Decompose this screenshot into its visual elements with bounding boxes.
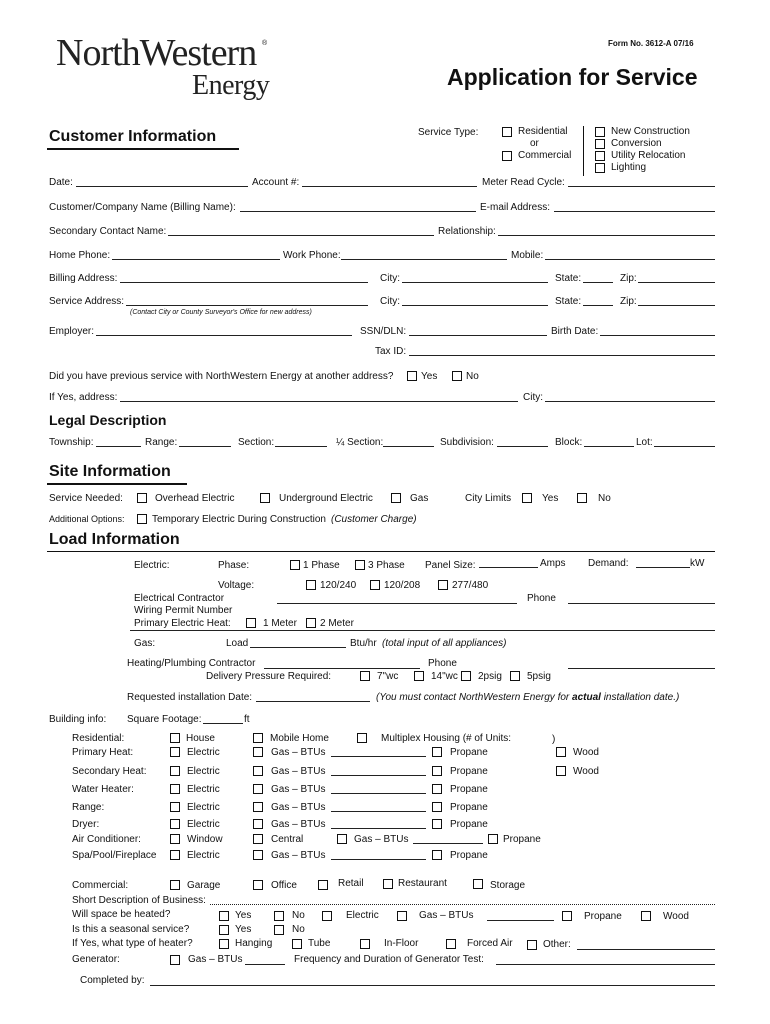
three-phase-checkbox[interactable] xyxy=(355,560,365,570)
previous-no-label: No xyxy=(466,371,479,382)
heating-contractor-label: Heating/Plumbing Contractor xyxy=(127,658,256,669)
billing-state-field[interactable] xyxy=(583,282,613,283)
service-type-label: Service Type: xyxy=(418,127,479,138)
previous-address-field[interactable] xyxy=(120,401,518,402)
total-input-note: (total input of all appliances) xyxy=(382,638,507,649)
temp-electric-checkbox[interactable] xyxy=(137,514,147,524)
section-heading-legal: Legal Description xyxy=(49,412,167,428)
employer-label: Employer: xyxy=(49,326,95,337)
subdivision-label: Subdivision: xyxy=(440,437,494,448)
lot-label: Lot: xyxy=(636,437,653,448)
service-city-label: City: xyxy=(380,296,400,307)
wood-label: Wood xyxy=(573,747,599,758)
previous-no-checkbox[interactable] xyxy=(452,371,462,381)
generator-gas-checkbox[interactable] xyxy=(170,955,180,965)
ac-propane-label: Propane xyxy=(503,834,541,845)
electric-checkbox[interactable] xyxy=(170,747,180,757)
must-contact-text-bold: actual xyxy=(572,692,601,703)
heated-propane-label: Propane xyxy=(584,911,622,922)
conversion-label: Conversion xyxy=(611,138,662,149)
service-needed-label: Service Needed: xyxy=(49,493,123,504)
hanging-label: Hanging xyxy=(235,938,273,949)
electric-label: Electric: xyxy=(134,560,170,571)
email-field[interactable] xyxy=(554,211,715,212)
customer-name-label: Customer/Company Name (Billing Name): xyxy=(49,202,236,213)
electric-checkbox[interactable] xyxy=(170,819,180,829)
must-contact-note xyxy=(376,693,679,703)
propane-checkbox[interactable] xyxy=(432,747,442,757)
residential-label: Residential xyxy=(518,126,568,137)
v120-240-checkbox[interactable] xyxy=(306,580,316,590)
one-phase-label: 1 Phase xyxy=(303,560,340,571)
relationship-field[interactable] xyxy=(498,235,715,236)
additional-options-label: Additional Options: xyxy=(49,514,125,524)
v120-208-label: 120/208 xyxy=(384,580,421,591)
service-address-field[interactable] xyxy=(126,305,368,306)
mobile-home-checkbox[interactable] xyxy=(253,733,263,743)
heated-yes-checkbox[interactable] xyxy=(219,911,229,921)
p2psig-checkbox[interactable] xyxy=(461,671,471,681)
gas-btus-label: Gas – BTUs xyxy=(271,784,326,795)
appliance-label: Dryer: xyxy=(72,819,100,830)
previous-city-field[interactable] xyxy=(545,401,715,402)
ac-window-label: Window xyxy=(187,834,223,845)
underground-electric-checkbox[interactable] xyxy=(260,493,270,503)
gas-load-field[interactable] xyxy=(250,647,346,648)
gas-btus-label: Gas – BTUs xyxy=(271,747,326,758)
overhead-electric-label: Overhead Electric xyxy=(155,493,235,504)
requested-date-label: Requested installation Date: xyxy=(127,692,253,703)
restaurant-checkbox[interactable] xyxy=(383,879,393,889)
demand-field[interactable] xyxy=(636,567,690,568)
meter-read-cycle-field[interactable] xyxy=(568,186,715,187)
gas-btus-field[interactable] xyxy=(331,756,426,757)
electric-label: Electric xyxy=(187,747,220,758)
utility-relocation-label: Utility Relocation xyxy=(611,150,686,161)
propane-label: Propane xyxy=(450,766,488,777)
heated-electric-label: Electric xyxy=(346,910,379,921)
p7wc-label: 7"wc xyxy=(377,671,399,682)
seasonal-label: Is this a seasonal service? xyxy=(72,924,190,935)
ssn-field[interactable] xyxy=(409,335,547,336)
square-footage-field[interactable] xyxy=(203,723,243,724)
or-label: or xyxy=(530,138,539,149)
heated-electric-checkbox[interactable] xyxy=(322,911,332,921)
electric-checkbox[interactable] xyxy=(170,802,180,812)
infloor-checkbox[interactable] xyxy=(360,939,370,949)
birth-date-label: Birth Date: xyxy=(551,326,599,337)
contractor-phone-field[interactable] xyxy=(568,603,715,604)
two-meter-checkbox[interactable] xyxy=(306,618,316,628)
block-label: Block: xyxy=(555,437,583,448)
propane-checkbox[interactable] xyxy=(432,802,442,812)
work-phone-field[interactable] xyxy=(341,259,507,260)
propane-label: Propane xyxy=(450,802,488,813)
mobile-label: Mobile: xyxy=(511,250,544,261)
must-contact-text-a: (You must contact NorthWestern Energy for xyxy=(376,692,573,703)
account-field[interactable] xyxy=(302,186,477,187)
registered-mark: ® xyxy=(262,40,268,47)
p7wc-checkbox[interactable] xyxy=(360,671,370,681)
relationship-label: Relationship: xyxy=(438,226,496,237)
panel-size-field[interactable] xyxy=(479,567,538,568)
work-phone-label: Work Phone: xyxy=(283,250,341,261)
office-label: Office xyxy=(271,880,297,891)
panel-size-label: Panel Size: xyxy=(425,560,476,571)
contractor-phone-label: Phone xyxy=(527,593,556,604)
service-address-note: (Contact City or County Surveyor's Office for new address) xyxy=(130,309,312,316)
electrical-contractor-field[interactable] xyxy=(277,603,517,604)
wood-label: Wood xyxy=(573,766,599,777)
ssn-label: SSN/DLN: xyxy=(360,326,407,337)
btu-hr-label: Btu/hr xyxy=(350,638,377,649)
divider xyxy=(130,630,715,631)
gas-checkbox[interactable] xyxy=(253,747,263,757)
ac-gas-label: Gas – BTUs xyxy=(354,834,409,845)
spa-gas-checkbox[interactable] xyxy=(253,850,263,860)
demand-label: Demand: xyxy=(588,558,629,569)
garage-checkbox[interactable] xyxy=(170,880,180,890)
heater-other-label: Other: xyxy=(543,939,571,950)
mobile-field[interactable] xyxy=(545,259,715,260)
previous-yes-label: Yes xyxy=(421,371,438,382)
one-phase-checkbox[interactable] xyxy=(290,560,300,570)
service-city-field[interactable] xyxy=(402,305,548,306)
meter-read-cycle-label: Meter Read Cycle: xyxy=(482,177,565,188)
billing-state-label: State: xyxy=(555,273,582,284)
service-state-label: State: xyxy=(555,296,582,307)
heated-no-checkbox[interactable] xyxy=(274,911,284,921)
p14wc-checkbox[interactable] xyxy=(414,671,424,681)
multiplex-close-paren: ) xyxy=(552,734,556,745)
generator-frequency-field[interactable] xyxy=(496,964,715,965)
heating-contractor-field[interactable] xyxy=(264,668,420,669)
house-checkbox[interactable] xyxy=(170,733,180,743)
heated-wood-checkbox[interactable] xyxy=(641,911,651,921)
phase-label: Phase: xyxy=(218,560,250,571)
appliance-label: Range: xyxy=(72,802,105,813)
section-underline xyxy=(47,551,715,552)
section-field[interactable] xyxy=(275,446,327,447)
heating-phone-label: Phone xyxy=(428,658,457,669)
heated-yes-label: Yes xyxy=(235,910,252,921)
gas-service-checkbox[interactable] xyxy=(391,493,401,503)
quarter-section-field[interactable] xyxy=(383,446,434,447)
section-underline xyxy=(47,148,239,150)
email-label: E-mail Address: xyxy=(480,202,551,213)
date-field[interactable] xyxy=(76,186,248,187)
building-info-label: Building info: xyxy=(49,714,107,725)
city-limits-label: City Limits xyxy=(465,493,512,504)
birth-date-field[interactable] xyxy=(600,335,715,336)
utility-relocation-checkbox[interactable] xyxy=(595,151,605,161)
gas-btus-field[interactable] xyxy=(331,793,426,794)
township-field[interactable] xyxy=(96,446,141,447)
ac-gas-btus-field[interactable] xyxy=(413,843,483,844)
lighting-label: Lighting xyxy=(611,162,647,173)
home-phone-field[interactable] xyxy=(112,259,280,260)
customer-charge-note: (Customer Charge) xyxy=(331,514,417,525)
home-phone-label: Home Phone: xyxy=(49,250,111,261)
spa-gas-btus-field[interactable] xyxy=(331,859,426,860)
completed-by-field[interactable] xyxy=(150,985,715,986)
city-limits-no-checkbox[interactable] xyxy=(577,493,587,503)
company-logo-name: NorthWestern xyxy=(56,32,257,74)
p14wc-label: 14"wc xyxy=(431,671,458,682)
kw-label: kW xyxy=(690,558,705,569)
tax-id-label: Tax ID: xyxy=(375,346,407,357)
heater-other-checkbox[interactable] xyxy=(527,940,537,950)
primary-electric-heat-label: Primary Electric Heat: xyxy=(134,618,231,629)
gas-btus-field[interactable] xyxy=(331,775,426,776)
ac-central-label: Central xyxy=(271,834,304,845)
v120-240-label: 120/240 xyxy=(320,580,357,591)
date-label: Date: xyxy=(49,177,73,188)
electric-checkbox[interactable] xyxy=(170,766,180,776)
overhead-electric-checkbox[interactable] xyxy=(137,493,147,503)
new-construction-checkbox[interactable] xyxy=(595,127,605,137)
appliance-label: Water Heater: xyxy=(72,784,134,795)
billing-zip-field[interactable] xyxy=(638,282,715,283)
range-label: Range: xyxy=(145,437,178,448)
customer-name-field[interactable] xyxy=(240,211,476,212)
billing-zip-label: Zip: xyxy=(620,273,637,284)
electric-label: Electric xyxy=(187,784,220,795)
garage-label: Garage xyxy=(187,880,221,891)
city-limits-no-label: No xyxy=(598,493,611,504)
gas-checkbox[interactable] xyxy=(253,766,263,776)
voltage-label: Voltage: xyxy=(218,580,255,591)
load-label: Load xyxy=(226,638,249,649)
one-meter-checkbox[interactable] xyxy=(246,618,256,628)
retail-checkbox[interactable] xyxy=(318,880,328,890)
p2psig-label: 2psig xyxy=(478,671,502,682)
spa-propane-label: Propane xyxy=(450,850,488,861)
service-state-field[interactable] xyxy=(583,305,613,306)
gas-btus-label: Gas – BTUs xyxy=(271,819,326,830)
propane-label: Propane xyxy=(450,819,488,830)
gas-btus-label: Gas – BTUs xyxy=(271,802,326,813)
section-heading-load: Load Information xyxy=(49,531,180,548)
service-zip-field[interactable] xyxy=(638,305,715,306)
will-heat-label: Will space be heated? xyxy=(72,909,171,920)
subdivision-field[interactable] xyxy=(497,446,548,447)
p5psig-checkbox[interactable] xyxy=(510,671,520,681)
v277-480-label: 277/480 xyxy=(452,580,489,591)
house-label: House xyxy=(186,733,215,744)
township-label: Township: xyxy=(49,437,94,448)
generator-label: Generator: xyxy=(72,954,120,965)
mobile-home-label: Mobile Home xyxy=(270,733,329,744)
forced-air-checkbox[interactable] xyxy=(446,939,456,949)
infloor-label: In-Floor xyxy=(384,938,419,949)
electric-checkbox[interactable] xyxy=(170,784,180,794)
delivery-pressure-label: Delivery Pressure Required: xyxy=(206,671,332,682)
wiring-permit-label: Wiring Permit Number xyxy=(134,605,233,616)
propane-label: Propane xyxy=(450,784,488,795)
wood-checkbox[interactable] xyxy=(556,766,566,776)
residential-checkbox[interactable] xyxy=(502,127,512,137)
spa-electric-checkbox[interactable] xyxy=(170,850,180,860)
forced-air-label: Forced Air xyxy=(467,938,513,949)
propane-checkbox[interactable] xyxy=(432,784,442,794)
gas-checkbox[interactable] xyxy=(253,819,263,829)
tube-checkbox[interactable] xyxy=(292,939,302,949)
underground-electric-label: Underground Electric xyxy=(279,493,373,504)
amps-label: Amps xyxy=(540,558,566,569)
commercial-checkbox[interactable] xyxy=(502,151,512,161)
previous-city-label: City: xyxy=(523,392,543,403)
generator-gas-label: Gas – BTUs xyxy=(188,954,243,965)
ac-label: Air Conditioner: xyxy=(72,834,141,845)
section-label: Section: xyxy=(238,437,275,448)
electric-label: Electric xyxy=(187,802,220,813)
service-zip-label: Zip: xyxy=(620,296,637,307)
seasonal-no-label: No xyxy=(292,924,305,935)
billing-address-field[interactable] xyxy=(120,282,368,283)
gas-btus-field[interactable] xyxy=(331,811,426,812)
completed-by-label: Completed by: xyxy=(80,975,145,986)
propane-label: Propane xyxy=(450,747,488,758)
page-title: Application for Service xyxy=(447,64,698,90)
heater-type-label: If Yes, what type of heater? xyxy=(72,938,193,949)
gas-service-label: Gas xyxy=(410,493,429,504)
hanging-checkbox[interactable] xyxy=(219,939,229,949)
service-address-label: Service Address: xyxy=(49,296,125,307)
block-field[interactable] xyxy=(584,446,634,447)
heated-wood-label: Wood xyxy=(663,911,689,922)
conversion-checkbox[interactable] xyxy=(595,139,605,149)
generator-gas-btus-field[interactable] xyxy=(245,964,285,965)
spa-propane-checkbox[interactable] xyxy=(432,850,442,860)
company-logo-energy: Energy xyxy=(192,70,270,101)
commercial-type-label: Commercial: xyxy=(72,880,129,891)
commercial-label: Commercial xyxy=(518,150,572,161)
heated-gas-checkbox[interactable] xyxy=(397,911,407,921)
multiplex-label: Multiplex Housing (# of Units: xyxy=(381,733,512,744)
wood-checkbox[interactable] xyxy=(556,747,566,757)
new-construction-label: New Construction xyxy=(611,126,690,137)
heating-phone-field[interactable] xyxy=(568,668,715,669)
ft-label: ft xyxy=(244,714,250,725)
p5psig-label: 5psig xyxy=(527,671,551,682)
three-phase-label: 3 Phase xyxy=(368,560,405,571)
billing-city-label: City: xyxy=(380,273,400,284)
secondary-contact-label: Secondary Contact Name: xyxy=(49,226,167,237)
v277-480-checkbox[interactable] xyxy=(438,580,448,590)
city-limits-yes-label: Yes xyxy=(542,493,559,504)
section-heading-customer: Customer Information xyxy=(49,128,217,145)
tax-id-field[interactable] xyxy=(409,355,715,356)
tube-label: Tube xyxy=(308,938,331,949)
ac-window-checkbox[interactable] xyxy=(170,834,180,844)
seasonal-no-checkbox[interactable] xyxy=(274,925,284,935)
ac-central-checkbox[interactable] xyxy=(253,834,263,844)
quarter-section-label: ¼ Section: xyxy=(336,437,384,448)
gas-checkbox[interactable] xyxy=(253,784,263,794)
electrical-contractor-label: Electrical Contractor xyxy=(134,593,225,604)
storage-label: Storage xyxy=(490,880,526,891)
electric-label: Electric xyxy=(187,766,220,777)
heater-other-field[interactable] xyxy=(577,949,715,950)
appliance-label: Primary Heat: xyxy=(72,747,134,758)
retail-label: Retail xyxy=(338,878,364,889)
previous-address-label: If Yes, address: xyxy=(49,392,118,403)
seasonal-yes-checkbox[interactable] xyxy=(219,925,229,935)
secondary-contact-field[interactable] xyxy=(168,235,434,236)
spa-gas-label: Gas – BTUs xyxy=(271,850,326,861)
two-meter-label: 2 Meter xyxy=(320,618,354,629)
heated-propane-checkbox[interactable] xyxy=(562,911,572,921)
must-contact-text-c: installation date.) xyxy=(600,692,680,703)
appliance-label: Secondary Heat: xyxy=(72,766,147,777)
storage-checkbox[interactable] xyxy=(473,879,483,889)
short-description-label: Short Description of Business: xyxy=(72,895,206,906)
billing-city-field[interactable] xyxy=(402,282,548,283)
form-number: Form No. 3612-A 07/16 xyxy=(608,39,694,48)
multiplex-checkbox[interactable] xyxy=(357,733,367,743)
section-heading-site: Site Information xyxy=(49,463,171,480)
heated-gas-btus-field[interactable] xyxy=(487,920,554,921)
restaurant-label: Restaurant xyxy=(398,878,447,889)
electric-label: Electric xyxy=(187,819,220,830)
account-label: Account #: xyxy=(252,177,300,188)
employer-field[interactable] xyxy=(96,335,352,336)
spa-electric-label: Electric xyxy=(187,850,220,861)
gas-btus-field[interactable] xyxy=(331,828,426,829)
gas-btus-label: Gas – BTUs xyxy=(271,766,326,777)
propane-checkbox[interactable] xyxy=(432,819,442,829)
city-limits-yes-checkbox[interactable] xyxy=(522,493,532,503)
seasonal-yes-label: Yes xyxy=(235,924,252,935)
gas-checkbox[interactable] xyxy=(253,802,263,812)
heated-no-label: No xyxy=(292,910,305,921)
short-description-field[interactable] xyxy=(210,904,715,905)
spa-label: Spa/Pool/Fireplace xyxy=(72,850,157,861)
temp-electric-label: Temporary Electric During Construction xyxy=(152,514,326,525)
billing-address-label: Billing Address: xyxy=(49,273,118,284)
range-field[interactable] xyxy=(179,446,231,447)
generator-frequency-label: Frequency and Duration of Generator Test: xyxy=(294,954,484,965)
office-checkbox[interactable] xyxy=(253,880,263,890)
requested-date-field[interactable] xyxy=(256,701,370,702)
ac-propane-checkbox[interactable] xyxy=(488,834,498,844)
square-footage-label: Square Footage: xyxy=(127,714,202,725)
v120-208-checkbox[interactable] xyxy=(370,580,380,590)
divider xyxy=(583,126,584,176)
one-meter-label: 1 Meter xyxy=(263,618,297,629)
ac-gas-checkbox[interactable] xyxy=(337,834,347,844)
heated-gas-label: Gas – BTUs xyxy=(419,910,474,921)
section-underline xyxy=(47,483,187,485)
lighting-checkbox[interactable] xyxy=(595,163,605,173)
previous-yes-checkbox[interactable] xyxy=(407,371,417,381)
lot-field[interactable] xyxy=(654,446,715,447)
residential-type-label: Residential: xyxy=(72,733,125,744)
previous-service-question: Did you have previous service with NorthWestern Energy at another address? xyxy=(49,371,394,382)
gas-label: Gas: xyxy=(134,638,156,649)
propane-checkbox[interactable] xyxy=(432,766,442,776)
